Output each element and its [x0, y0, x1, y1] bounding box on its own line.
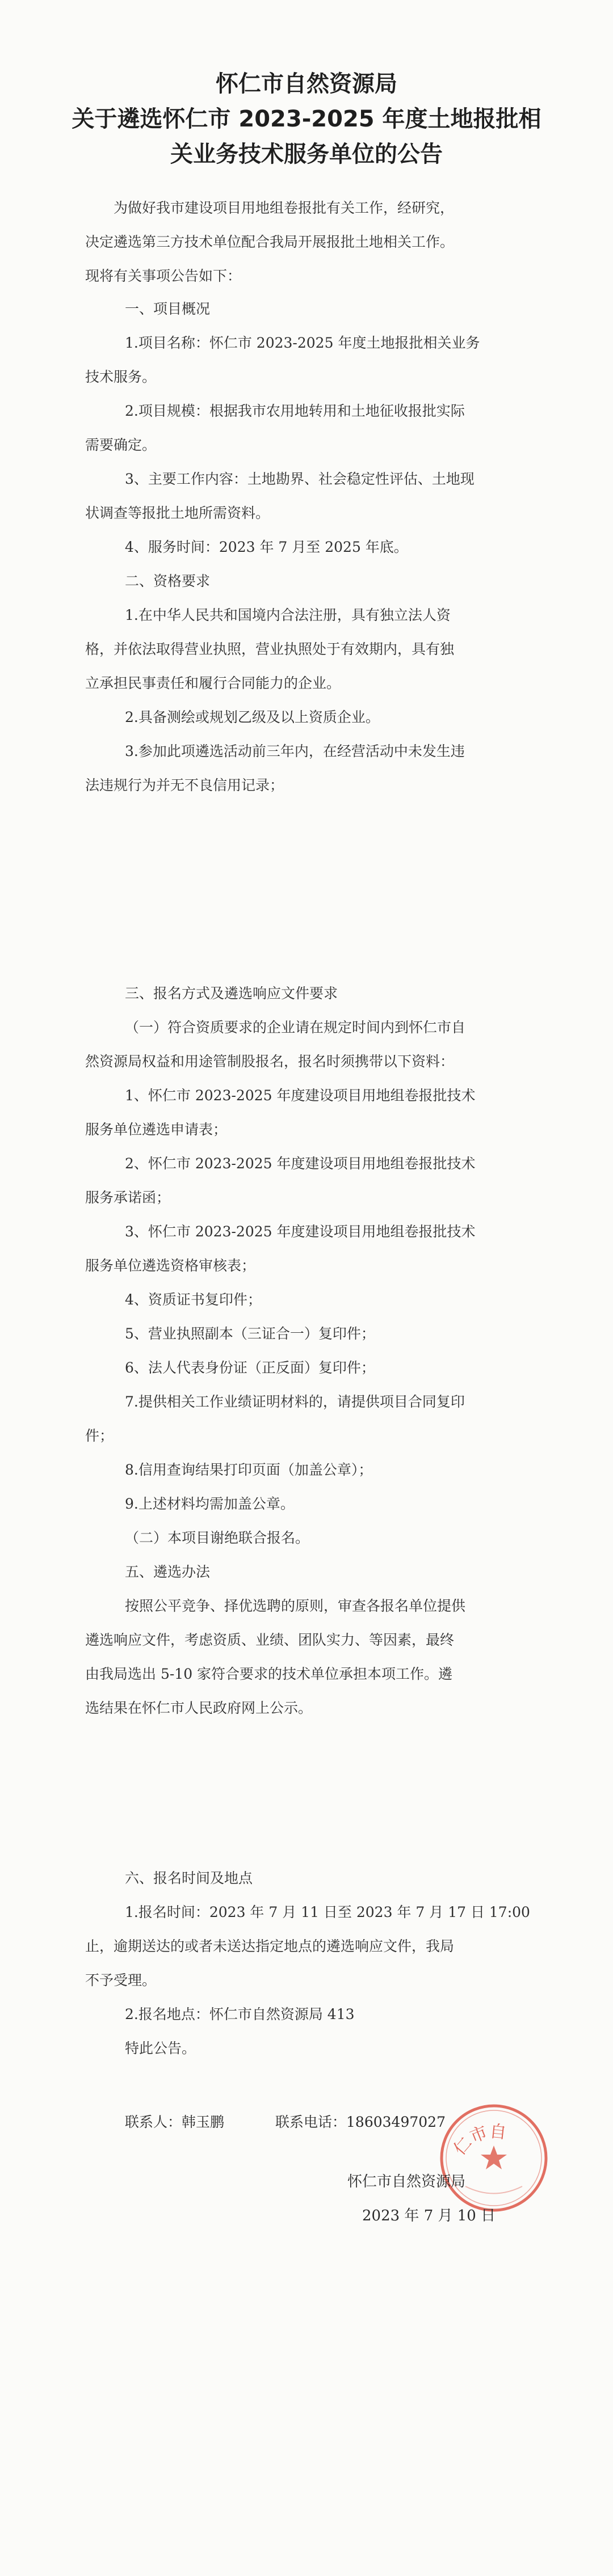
paragraph-line: 3.参加此项遴选活动前三年内，在经营活动中未发生违 [125, 743, 465, 759]
paragraph-line: 9.上述材料均需加盖公章。 [125, 1496, 295, 1512]
seal-text: 仁市自 [450, 2121, 508, 2159]
paragraph-line: 4、资质证书复印件； [125, 1291, 262, 1308]
signature-org: 怀仁市自然资源局 [347, 2173, 466, 2190]
paragraph-line: 2.项目规模：根据我市农用地转用和土地征收报批实际 [125, 403, 465, 419]
paragraph-line: 2.具备测绘或规划乙级及以上资质企业。 [125, 709, 380, 725]
paragraph-line: 服务单位遴选申请表； [85, 1121, 228, 1138]
svg-text:仁市自 [450, 2122, 508, 2159]
paragraph-line: 按照公平竞争、择优选聘的原则，审查各报名单位提供 [125, 1598, 466, 1614]
intro-line: 决定遴选第三方技术单位配合我局开展报批土地相关工作。 [85, 234, 455, 250]
section-heading: 二、资格要求 [125, 573, 211, 589]
paragraph-line: 然资源局权益和用途管制股报名，报名时须携带以下资料： [85, 1053, 455, 1070]
intro-line: 现将有关事项公告如下： [85, 268, 242, 284]
title-line-3: 关业务技术服务单位的公告 [170, 141, 443, 167]
paragraph-line: 遴选响应文件，考虑资质、业绩、团队实力、等因素，最终 [85, 1632, 455, 1648]
paragraph-line: 止，逾期送达的或者未送达指定地点的遴选响应文件，我局 [85, 1938, 455, 1954]
contact-phone-label: 联系电话： [275, 2114, 347, 2130]
title-line-2: 关于遴选怀仁市 2023-2025 年度土地报批相 [72, 106, 541, 132]
contact-person [125, 2113, 224, 2132]
title-line-1: 怀仁市自然资源局 [216, 71, 397, 97]
section-heading: 六、报名时间及地点 [125, 1870, 253, 1886]
signature-date: 2023 年 7 月 10 日 [362, 2207, 496, 2224]
paragraph-line: 状调查等报批土地所需资料。 [85, 505, 270, 521]
contact-person-label: 联系人： [125, 2114, 182, 2130]
paragraph-line: 3、怀仁市 2023-2025 年度建设项目用地组卷报批技术 [125, 1223, 476, 1240]
paragraph-line: 1、怀仁市 2023-2025 年度建设项目用地组卷报批技术 [125, 1087, 476, 1104]
intro-line: 为做好我市建设项目用地组卷报批有关工作，经研究， [114, 200, 455, 216]
paragraph-line: 4、服务时间：2023 年 7 月至 2025 年底。 [125, 539, 408, 555]
section-heading: 五、遴选办法 [125, 1564, 211, 1580]
paragraph-line: 不予受理。 [85, 1972, 157, 1988]
paragraph-line: 技术服务。 [85, 369, 157, 385]
paragraph-line: 6、法人代表身份证（正反面）复印件； [125, 1359, 375, 1376]
paragraph-line: 1.项目名称：怀仁市 2023-2025 年度土地报批相关业务 [125, 335, 480, 351]
paragraph-line: 件； [85, 1428, 114, 1444]
paragraph-line: 需要确定。 [85, 437, 157, 453]
section-heading: 一、项目概况 [125, 301, 211, 317]
paragraph-line: 选结果在怀仁市人民政府网上公示。 [85, 1700, 313, 1716]
paragraph-line: 3、主要工作内容：土地勘界、社会稳定性评估、土地现 [125, 471, 475, 487]
paragraph-line: 5、营业执照副本（三证合一）复印件； [125, 1325, 375, 1342]
paragraph-line: 立承担民事责任和履行合同能力的企业。 [85, 675, 341, 691]
paragraph-line: 服务承诺函； [85, 1189, 171, 1206]
paragraph-line: 由我局选出 5-10 家符合要求的技术单位承担本项工作。遴 [85, 1666, 453, 1682]
paragraph-line: （二）本项目谢绝联合报名。 [125, 1530, 310, 1546]
paragraph-line: 格，并依法取得营业执照，营业执照处于有效期内，具有独 [85, 641, 455, 657]
paragraph-line: 1.在中华人民共和国境内合法注册，具有独立法人资 [125, 607, 451, 623]
contact-phone-number: 18603497027 [346, 2114, 446, 2130]
contact-phone [275, 2113, 446, 2132]
section-heading: 三、报名方式及遴选响应文件要求 [125, 985, 338, 1002]
paragraph-line: （一）符合资质要求的企业请在规定时间内到怀仁市自 [125, 1019, 466, 1036]
paragraph-line: 7.提供相关工作业绩证明材料的，请提供项目合同复印 [125, 1393, 465, 1410]
paragraph-line: 法违规行为并无不良信用记录； [85, 777, 284, 793]
official-seal-icon [437, 2101, 551, 2215]
contact-person-name: 韩玉鹏 [182, 2114, 225, 2130]
paragraph-line: 1.报名时间：2023 年 7 月 11 日至 2023 年 7 月 17 日 17:00 [125, 1904, 530, 1920]
paragraph-line: 2.报名地点：怀仁市自然资源局 413 [125, 2006, 355, 2022]
paragraph-line: 8.信用查询结果打印页面（加盖公章）； [125, 1462, 373, 1478]
paragraph-line: 2、怀仁市 2023-2025 年度建设项目用地组卷报批技术 [125, 1155, 476, 1172]
paragraph-line: 特此公告。 [125, 2040, 196, 2056]
paragraph-line: 服务单位遴选资格审核表； [85, 1257, 256, 1274]
